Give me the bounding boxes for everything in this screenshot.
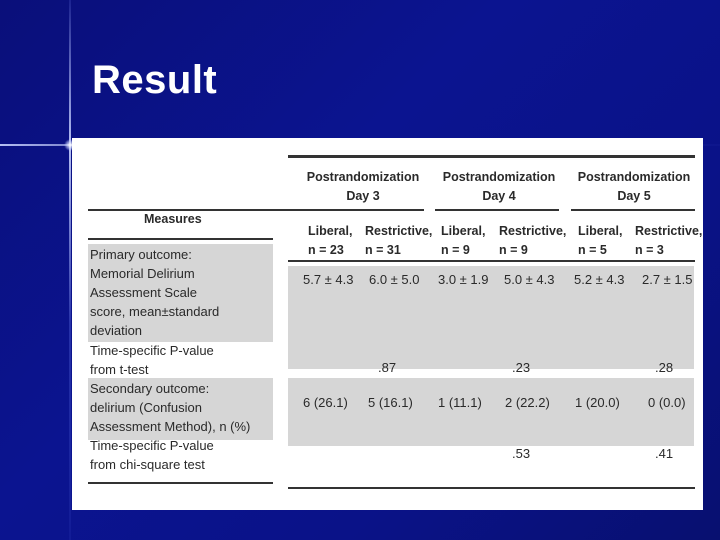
group-header-day3: Postrandomization Day 3 (306, 170, 420, 203)
cell-primary-restrictive-day3: 6.0 ± 5.0 (369, 272, 420, 287)
lens-flare-vertical (69, 0, 71, 540)
group-rule-3 (571, 209, 695, 211)
measures-header: Measures (144, 212, 202, 226)
bottom-rule-right (288, 487, 695, 489)
row-label-chisquare-pvalue: Time-specific P-value from chi-square test (90, 438, 214, 472)
subheader-rule-left (88, 238, 273, 240)
cell-secondary-restrictive-day5: 0 (0.0) (648, 395, 686, 410)
cell-ttest-pvalue-day3: .87 (378, 360, 397, 375)
cell-ttest-pvalue-day4: .23 (512, 360, 531, 375)
cell-primary-liberal-day5: 5.2 ± 4.3 (574, 272, 625, 287)
row-label-ttest-pvalue: Time-specific P-value from t-test (90, 343, 214, 377)
subheader-rule-right (288, 260, 695, 262)
subheader-liberal-day4: Liberal, n = 9 (441, 224, 486, 257)
top-rule (288, 155, 695, 158)
cell-secondary-liberal-day5: 1 (20.0) (575, 395, 620, 410)
cell-secondary-restrictive-day4: 2 (22.2) (505, 395, 550, 410)
cell-primary-restrictive-day4: 5.0 ± 4.3 (504, 272, 555, 287)
subheader-liberal-day3: Liberal, n = 23 (308, 224, 353, 257)
cell-secondary-liberal-day3: 6 (26.1) (303, 395, 348, 410)
row-label-primary-outcome: Primary outcome: Memorial Delirium Assessment Scale score, mean±standard deviation (90, 247, 220, 338)
cell-primary-liberal-day3: 5.7 ± 4.3 (303, 272, 354, 287)
bottom-rule-left (88, 482, 273, 484)
cell-secondary-liberal-day4: 1 (11.1) (438, 395, 482, 410)
cell-ttest-pvalue-day5: .28 (655, 360, 674, 375)
subheader-liberal-day5: Liberal, n = 5 (578, 224, 623, 257)
cell-secondary-restrictive-day3: 5 (16.1) (368, 395, 413, 410)
row-shade-secondary (288, 378, 694, 446)
group-rule-1 (288, 209, 424, 211)
subheader-restrictive-day4: Restrictive, n = 9 (499, 224, 567, 257)
cell-primary-restrictive-day5: 2.7 ± 1.5 (642, 272, 693, 287)
group-header-day4: Postrandomization Day 4 (442, 170, 556, 203)
results-table (72, 138, 703, 510)
subheader-restrictive-day3: Restrictive, n = 31 (365, 224, 433, 257)
subheader-restrictive-day5: Restrictive, n = 3 (635, 224, 703, 257)
group-header-day5: Postrandomization Day 5 (577, 170, 691, 203)
slide-title: Result (92, 58, 218, 102)
row-label-secondary-outcome: Secondary outcome: delirium (Confusion Assessment Method), n (%) (90, 381, 251, 434)
group-rule-2 (435, 209, 559, 211)
cell-chisquare-pvalue-day4: .53 (512, 446, 531, 461)
cell-chisquare-pvalue-day5: .41 (655, 446, 674, 461)
cell-primary-liberal-day4: 3.0 ± 1.9 (438, 272, 489, 287)
